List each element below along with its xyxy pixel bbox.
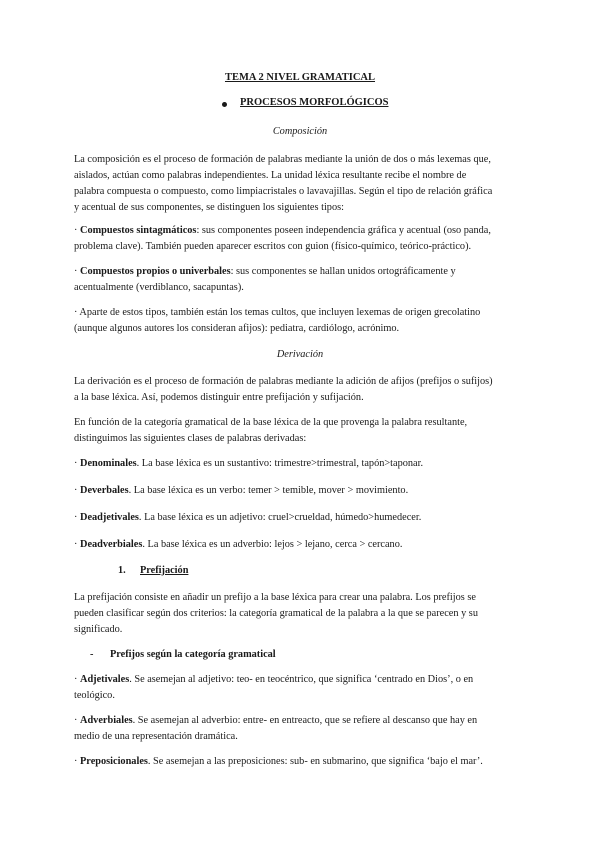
term-deverbales: Deverbales: [80, 485, 129, 496]
paragraph-line: significado.: [74, 624, 123, 635]
term-adjetivales: Adjetivales: [80, 674, 130, 685]
term-deadjetivales: Deadjetivales: [80, 512, 139, 523]
subheading-prefijos-categoria: Prefijos según la categoría gramatical: [110, 649, 276, 660]
term-description: . La base léxica es un verbo: temer > temible, mover > movimiento.: [128, 485, 409, 496]
document-title: TEMA 2 NIVEL GRAMATICAL: [224, 72, 376, 83]
item-denominales: [74, 456, 534, 472]
subheading-derivacion: Derivación: [276, 349, 324, 360]
item-adjetivales: [74, 672, 534, 688]
paragraph-line: · Aparte de estos tipos, también están los temas cultos, que incluyen lexemas de origen grecolatino: [74, 307, 481, 318]
term-description: . Se asemejan a las preposiciones: sub- en submarino, que significa ‘bajo el mar’.: [147, 756, 483, 767]
heading-prefijacion: Prefijación: [140, 565, 189, 576]
item-compuestos-propios: [74, 264, 534, 280]
paragraph-line: pueden clasificar según dos criterios: la categoría gramatical de la palabra a la que se parecen y su: [74, 608, 478, 619]
term-adverbiales: Adverbiales: [80, 715, 133, 726]
paragraph-line: palabra compuesta o compuesto, como limpiacristales o lavavajillas. Según el tipo de relación gráfica: [74, 186, 493, 197]
item-deverbales: [74, 483, 534, 499]
paragraph-line: problema clave). También pueden aparecer escritos con guion (físico-químico, teórico-práctico).: [74, 241, 472, 252]
list-dot: ·: [74, 756, 78, 767]
item-deadverbiales: [74, 537, 534, 553]
list-dot: ·: [74, 266, 78, 277]
term-description: . Se asemejan al adverbio: entre- en entreacto, que se refiere al descanso que hay en: [132, 715, 478, 726]
term-description: : sus componentes se hallan unidos ortográficamente y: [230, 266, 456, 277]
list-dot: ·: [74, 539, 78, 550]
paragraph-line: La derivación es el proceso de formación de palabras mediante la adición de afijos (prefijos o sufijos): [74, 376, 493, 387]
item-preposicionales: [74, 754, 534, 770]
term-description: . La base léxica es un adjetivo: cruel>crueldad, húmedo>humedecer.: [138, 512, 422, 523]
item-deadjetivales: [74, 510, 534, 526]
term-compuestos-propios: Compuestos propios o univerbales: [80, 266, 231, 277]
paragraph-line: La composición es el proceso de formación de palabras mediante la unión de dos o más lexemas que,: [74, 154, 491, 165]
term-description: . La base léxica es un sustantivo: trimestre>trimestral, tapón>taponar.: [136, 458, 424, 469]
dash-marker: -: [90, 649, 94, 660]
paragraph-line: aislados, actúan como palabras independientes. La unidad léxica resultante recibe el nombre de: [74, 170, 467, 181]
term-deadverbiales: Deadverbiales: [80, 539, 143, 550]
heading-number: 1.: [118, 565, 126, 576]
list-dot: ·: [74, 485, 78, 496]
paragraph-line: medio de una representación dramática.: [74, 731, 238, 742]
term-compuestos-sintagmaticos: Compuestos sintagmáticos: [80, 225, 197, 236]
section-heading-procesos: PROCESOS MORFOLÓGICOS: [240, 97, 389, 108]
item-adverbiales: [74, 713, 534, 729]
paragraph-line: La prefijación consiste en añadir un prefijo a la base léxica para crear una palabra. Los prefijos se: [74, 592, 476, 603]
paragraph-line: teológico.: [74, 690, 115, 701]
list-dot: ·: [74, 458, 78, 469]
list-dot: ·: [74, 674, 78, 685]
paragraph-line: a la base léxica. Así, podemos distinguir entre prefijación y sufijación.: [74, 392, 364, 403]
term-description: : sus componentes poseen independencia gráfica y acentual (oso panda,: [196, 225, 491, 236]
subheading-composicion: Composición: [272, 126, 328, 137]
paragraph-line: En función de la categoría gramatical de la base léxica de la que provenga la palabra resultante,: [74, 417, 468, 428]
list-dot: ·: [74, 225, 78, 236]
term-preposicionales: Preposicionales: [80, 756, 148, 767]
list-dot: ·: [74, 715, 78, 726]
term-description: . Se asemejan al adjetivo: teo- en teocéntrico, que significa ‘centrado en Dios’, o en: [129, 674, 474, 685]
term-description: . La base léxica es un adverbio: lejos > lejano, cerca > cercano.: [142, 539, 403, 550]
paragraph-line: (aunque algunos autores los consideran afijos): pediatra, cardiólogo, acrónimo.: [74, 323, 400, 334]
paragraph-line: acentualmente (verdiblanco, sacapuntas).: [74, 282, 244, 293]
paragraph-line: y acentual de sus componentes, se distinguen los siguientes tipos:: [74, 202, 344, 213]
paragraph-line: distinguimos las siguientes clases de palabras derivadas:: [74, 433, 307, 444]
term-denominales: Denominales: [80, 458, 137, 469]
bullet-icon: [222, 102, 227, 107]
list-dot: ·: [74, 512, 78, 523]
item-compuestos-sintagmaticos: [74, 223, 534, 239]
